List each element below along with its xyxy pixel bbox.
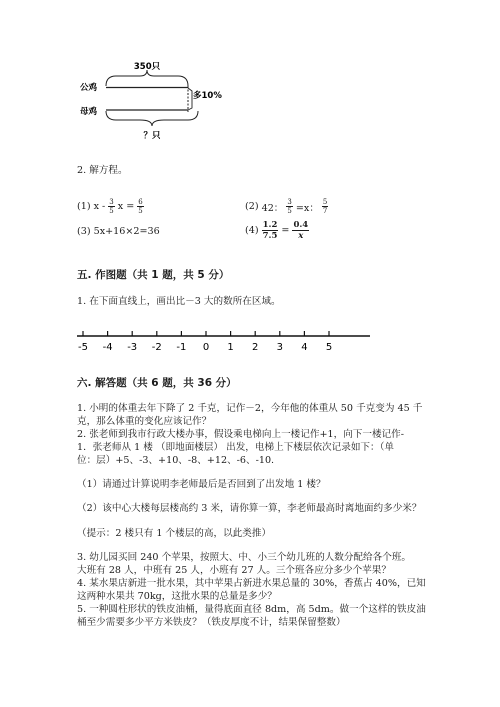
q6-2-line3: 位：层）+5、-3、+10、-8、+12、-6、-10. — [77, 455, 275, 466]
eq4-number: (4) — [245, 225, 259, 236]
number-line-tick-label: 5 — [325, 342, 333, 353]
q6-2-line2: 1．张老师从 1 楼 （即地面楼层） 出发，电梯上下楼层依次记录如下：（单 — [77, 442, 395, 453]
more-segment-brace — [188, 88, 192, 110]
equation-1 — [77, 198, 144, 215]
q2-title: 2. 解方程。 — [77, 165, 128, 176]
unknown-label: ？只 — [143, 131, 161, 141]
q6-2-hint: （提示：2 楼只有 1 个楼层的高，以此类推） — [77, 528, 272, 539]
eq3-number: (3) — [77, 226, 91, 237]
eq4-mid: = — [281, 225, 290, 236]
q6-5-line2: 桶至少需要多少平方米铁皮？（铁皮厚度不计，结果保留整数） — [77, 617, 346, 628]
q6-3-line1: 3. 幼儿园买回 240 个苹果，按照大、中、小三个幼儿班的人数分配给各个班。 — [77, 552, 412, 563]
section5-q1: 1. 在下面直线上，画出比－3 大的数所在区域。 — [77, 296, 281, 307]
q6-2-sub2: （2）该中心大楼每层楼高约 3 米，请你算一算，李老师最高时离地面约多少米？ — [77, 503, 422, 514]
q6-1-line1: 1. 小明的体重去年下降了 2 千克，记作－2，今年他的体重从 50 千克变为 45 千 — [77, 403, 423, 414]
equation-2 — [245, 198, 328, 215]
q6-2-sub1: （1）请通过计算说明李老师最后是否回到了出发地 1 楼？ — [77, 479, 326, 490]
number-line-tick-label: 4 — [301, 342, 308, 353]
equation-4 — [245, 220, 309, 241]
eq4-fraction-a: $\frac{1.2}{7.5}$ — [262, 220, 278, 241]
number-line-tick-label: 3 — [276, 342, 283, 353]
eq1-fraction-a: $\frac{3}{5}$ — [109, 198, 114, 215]
q6-4-line2: 这两种水果共 70kg，这批水果的总量是多少？ — [77, 591, 277, 602]
number-line-tick-label: 2 — [252, 342, 259, 353]
eq4-fraction-b: $\frac{0.4}{x}$ — [293, 220, 309, 241]
more-percent-label: 多10% — [193, 91, 222, 101]
q6-3-line2: 大班有 28 人，中班有 25 人，小班有 27 人。三个班各应分多少个苹果？ — [77, 565, 391, 576]
q6-4-line1: 4. 某水果店新进一批水果，其中苹果占新进水果总量的 30%，香蕉占 40%，已知 — [77, 578, 426, 589]
section6-heading: 六. 解答题（共 6 题，共 36 分） — [77, 377, 237, 389]
eq1-fraction-b: $\frac{6}{5}$ — [138, 198, 143, 215]
number-line-tick-label: 0 — [202, 342, 210, 353]
number-line-tick-label: -2 — [151, 342, 162, 353]
eq1-number: (1) — [77, 201, 91, 212]
equation-3 — [77, 226, 160, 237]
q6-1-line2: 克，那么体重的变化应该记作？ — [77, 416, 212, 427]
eq3-text: 5x+16×2=36 — [93, 226, 160, 237]
eq2-pre: 42： — [261, 202, 284, 214]
eq2-fraction-b: $\frac{5}{7}$ — [322, 198, 328, 215]
top-brace — [106, 70, 188, 86]
eq2-mid: =x： — [295, 202, 319, 214]
eq1-pre: x - — [93, 201, 106, 212]
eq2-number: (2) — [245, 201, 259, 212]
eq2-fraction-a: $\frac{3}{5}$ — [287, 198, 292, 215]
q6-2-line1: 2. 张老师到我市行政大楼办事，假设乘电梯向上一楼记作+1，向下一楼记作- — [77, 429, 404, 440]
number-line — [70, 320, 370, 360]
q6-5-line1: 5. 一种圆柱形状的铁皮油桶，量得底面直径 8dm，高 5dm。做一个这样的铁皮油 — [77, 604, 426, 615]
section5-heading: 五. 作图题（共 1 题，共 5 分） — [77, 269, 230, 281]
diagram-total-label: 350只 — [133, 62, 161, 72]
number-line-tick-label: -3 — [127, 342, 138, 353]
bottom-brace — [106, 111, 198, 126]
number-line-tick-label: 1 — [227, 342, 234, 353]
bar-diagram — [0, 0, 500, 150]
number-line-tick-label: -4 — [102, 342, 113, 353]
number-line-tick-label: -5 — [78, 342, 88, 353]
eq1-mid: x = — [117, 201, 135, 212]
number-line-tick-label: -1 — [176, 342, 187, 353]
rooster-label: 公鸡 — [80, 83, 98, 93]
hen-label: 母鸡 — [80, 107, 98, 117]
